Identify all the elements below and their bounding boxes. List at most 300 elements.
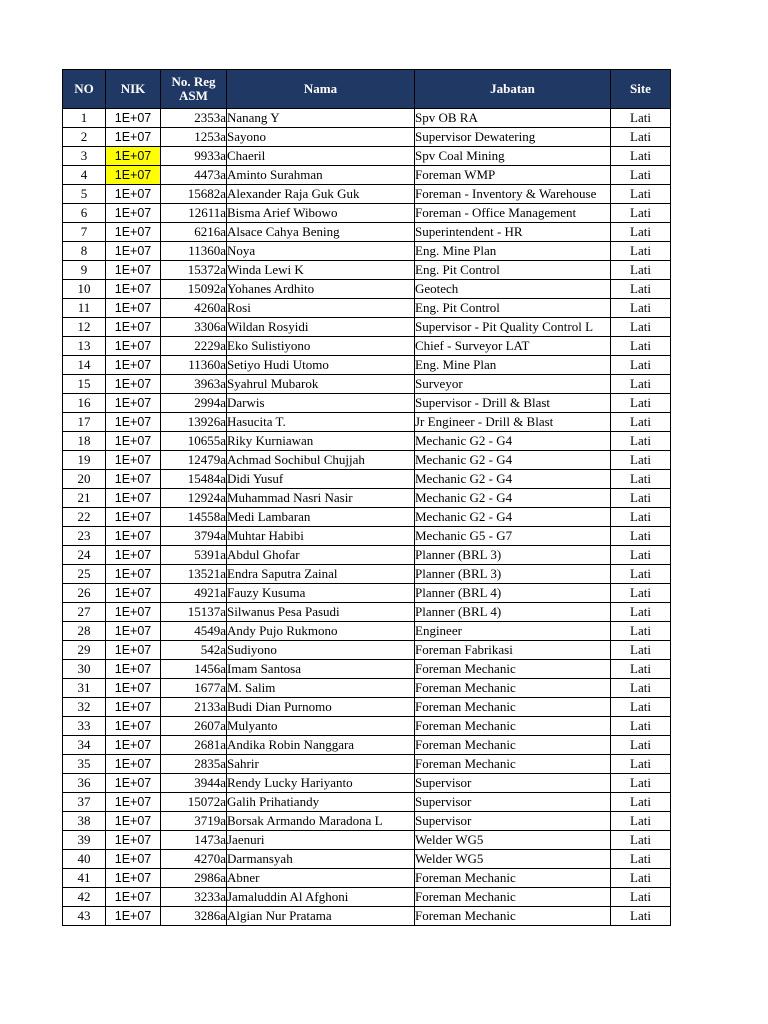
table-row [63,888,671,907]
cell-jabatan[interactable]: Supervisor [415,793,611,812]
cell-reg[interactable]: 3233a [161,888,227,907]
cell-no[interactable]: 37 [63,793,106,812]
cell-jabatan[interactable]: Welder WG5 [415,850,611,869]
cell-nik[interactable]: 1E+07 [106,641,161,660]
table-row [63,356,671,375]
cell-reg[interactable]: 3286a [161,907,227,926]
cell-jabatan[interactable]: Eng. Mine Plan [415,356,611,375]
cell-no[interactable]: 27 [63,603,106,622]
cell-no[interactable]: 11 [63,299,106,318]
cell-nama[interactable]: Alexander Raja Guk Guk [227,185,415,204]
header-reg-label: No. Reg ASM [171,74,216,103]
cell-nama[interactable]: M. Salim [227,679,415,698]
cell-site[interactable]: Lati [611,736,671,755]
cell-site[interactable]: Lati [611,318,671,337]
cell-jabatan[interactable]: Planner (BRL 4) [415,584,611,603]
cell-nik[interactable]: 1E+07 [106,622,161,641]
cell-site[interactable]: Lati [611,812,671,831]
cell-nik[interactable]: 1E+07 [106,299,161,318]
cell-jabatan[interactable]: Eng. Mine Plan [415,242,611,261]
cell-reg[interactable]: 2229a [161,337,227,356]
cell-no[interactable]: 34 [63,736,106,755]
cell-reg[interactable]: 2986a [161,869,227,888]
cell-nama[interactable]: Sahrir [227,755,415,774]
table-row [63,223,671,242]
cell-jabatan[interactable]: Supervisor [415,812,611,831]
employee-table [62,69,671,926]
cell-nik[interactable]: 1E+07 [106,147,161,166]
cell-reg[interactable]: 2133a [161,698,227,717]
cell-nik[interactable]: 1E+07 [106,793,161,812]
cell-nik[interactable]: 1E+07 [106,375,161,394]
cell-jabatan[interactable]: Geotech [415,280,611,299]
cell-site[interactable]: Lati [611,850,671,869]
table-row [63,185,671,204]
cell-no[interactable]: 13 [63,337,106,356]
cell-no[interactable]: 33 [63,717,106,736]
cell-nik[interactable]: 1E+07 [106,261,161,280]
cell-no[interactable]: 30 [63,660,106,679]
cell-reg[interactable]: 9933a [161,147,227,166]
cell-jabatan[interactable]: Foreman WMP [415,166,611,185]
cell-jabatan[interactable]: Supervisor - Pit Quality Control L [415,318,611,337]
cell-no[interactable]: 14 [63,356,106,375]
cell-site[interactable]: Lati [611,166,671,185]
cell-nik[interactable]: 1E+07 [106,242,161,261]
cell-no[interactable]: 16 [63,394,106,413]
cell-nama[interactable]: Darwis [227,394,415,413]
table-row [63,869,671,888]
cell-site[interactable]: Lati [611,185,671,204]
cell-no[interactable]: 19 [63,451,106,470]
cell-jabatan[interactable]: Spv Coal Mining [415,147,611,166]
table-row [63,603,671,622]
cell-nama[interactable]: Abdul Ghofar [227,546,415,565]
cell-no[interactable]: 38 [63,812,106,831]
cell-jabatan[interactable]: Eng. Pit Control [415,261,611,280]
cell-nama[interactable]: Alsace Cahya Bening [227,223,415,242]
cell-nik[interactable]: 1E+07 [106,204,161,223]
cell-reg[interactable]: 6216a [161,223,227,242]
cell-nik[interactable]: 1E+07 [106,755,161,774]
table-row [63,736,671,755]
cell-jabatan[interactable]: Engineer [415,622,611,641]
cell-jabatan[interactable]: Foreman - Inventory & Warehouse [415,185,611,204]
cell-site[interactable]: Lati [611,755,671,774]
cell-no[interactable]: 20 [63,470,106,489]
cell-nik[interactable]: 1E+07 [106,831,161,850]
cell-nama[interactable]: Fauzy Kusuma [227,584,415,603]
cell-nama[interactable]: Noya [227,242,415,261]
table-row [63,546,671,565]
cell-nik[interactable]: 1E+07 [106,736,161,755]
cell-site[interactable]: Lati [611,432,671,451]
cell-nik[interactable]: 1E+07 [106,698,161,717]
cell-site[interactable]: Lati [611,280,671,299]
cell-no[interactable]: 22 [63,508,106,527]
cell-site[interactable]: Lati [611,204,671,223]
cell-no[interactable]: 25 [63,565,106,584]
cell-site[interactable]: Lati [611,622,671,641]
cell-nik[interactable]: 1E+07 [106,185,161,204]
cell-reg[interactable]: 12924a [161,489,227,508]
cell-nik[interactable]: 1E+07 [106,679,161,698]
table-row [63,565,671,584]
cell-no[interactable]: 42 [63,888,106,907]
cell-nik[interactable]: 1E+07 [106,888,161,907]
cell-nama[interactable]: Imam Santosa [227,660,415,679]
cell-no[interactable]: 2 [63,128,106,147]
cell-jabatan[interactable]: Planner (BRL 4) [415,603,611,622]
cell-site[interactable]: Lati [611,261,671,280]
cell-nik[interactable]: 1E+07 [106,413,161,432]
cell-reg[interactable]: 4260a [161,299,227,318]
cell-nama[interactable]: Sayono [227,128,415,147]
cell-jabatan[interactable]: Foreman Mechanic [415,907,611,926]
table-row [63,774,671,793]
cell-no[interactable]: 15 [63,375,106,394]
cell-jabatan[interactable]: Foreman Mechanic [415,717,611,736]
cell-no[interactable]: 29 [63,641,106,660]
cell-jabatan[interactable]: Jr Engineer - Drill & Blast [415,413,611,432]
header-reg [161,70,227,109]
cell-site[interactable]: Lati [611,508,671,527]
cell-reg[interactable]: 3306a [161,318,227,337]
cell-jabatan[interactable]: Foreman Mechanic [415,888,611,907]
cell-nama[interactable]: Jamaluddin Al Afghoni [227,888,415,907]
cell-nama[interactable]: Aminto Surahman [227,166,415,185]
cell-reg[interactable]: 2835a [161,755,227,774]
table-row [63,318,671,337]
cell-nama[interactable]: Algian Nur Pratama [227,907,415,926]
header-nama: Nama [227,70,415,109]
cell-nik[interactable]: 1E+07 [106,565,161,584]
cell-reg[interactable]: 4921a [161,584,227,603]
header-site: Site [611,70,671,109]
cell-site[interactable]: Lati [611,907,671,926]
cell-site[interactable]: Lati [611,470,671,489]
cell-reg[interactable]: 14558a [161,508,227,527]
cell-jabatan[interactable]: Spv OB RA [415,109,611,128]
table-header [63,70,671,109]
cell-no[interactable]: 23 [63,527,106,546]
cell-no[interactable]: 1 [63,109,106,128]
cell-jabatan[interactable]: Planner (BRL 3) [415,565,611,584]
cell-nik[interactable]: 1E+07 [106,166,161,185]
cell-no[interactable]: 12 [63,318,106,337]
cell-no[interactable]: 26 [63,584,106,603]
cell-site[interactable]: Lati [611,147,671,166]
cell-reg[interactable]: 12479a [161,451,227,470]
cell-nama[interactable]: Muhammad Nasri Nasir [227,489,415,508]
cell-nik[interactable]: 1E+07 [106,527,161,546]
table-row [63,831,671,850]
cell-site[interactable]: Lati [611,793,671,812]
cell-nama[interactable]: Mulyanto [227,717,415,736]
cell-jabatan[interactable]: Welder WG5 [415,831,611,850]
cell-nama[interactable]: Borsak Armando Maradona L [227,812,415,831]
cell-site[interactable]: Lati [611,565,671,584]
cell-nama[interactable]: Hasucita T. [227,413,415,432]
cell-jabatan[interactable]: Foreman Mechanic [415,869,611,888]
table-row [63,280,671,299]
cell-reg[interactable]: 15484a [161,470,227,489]
cell-site[interactable]: Lati [611,413,671,432]
cell-reg[interactable]: 4270a [161,850,227,869]
cell-jabatan[interactable]: Foreman Mechanic [415,755,611,774]
cell-nama[interactable]: Bisma Arief Wibowo [227,204,415,223]
cell-jabatan[interactable]: Mechanic G2 - G4 [415,470,611,489]
cell-site[interactable]: Lati [611,831,671,850]
cell-nik[interactable]: 1E+07 [106,223,161,242]
cell-reg[interactable]: 2353a [161,109,227,128]
cell-site[interactable]: Lati [611,451,671,470]
cell-no[interactable]: 32 [63,698,106,717]
cell-nama[interactable]: Nanang Y [227,109,415,128]
cell-nama[interactable]: Achmad Sochibul Chujjah [227,451,415,470]
cell-nama[interactable]: Darmansyah [227,850,415,869]
cell-nama[interactable]: Medi Lambaran [227,508,415,527]
cell-nik[interactable]: 1E+07 [106,774,161,793]
cell-reg[interactable]: 3719a [161,812,227,831]
cell-nik[interactable]: 1E+07 [106,907,161,926]
cell-jabatan[interactable]: Chief - Surveyor LAT [415,337,611,356]
cell-site[interactable]: Lati [611,603,671,622]
cell-nik[interactable]: 1E+07 [106,318,161,337]
cell-nama[interactable]: Rosi [227,299,415,318]
cell-nama[interactable]: Abner [227,869,415,888]
cell-nik[interactable]: 1E+07 [106,394,161,413]
cell-nik[interactable]: 1E+07 [106,603,161,622]
cell-nik[interactable]: 1E+07 [106,470,161,489]
cell-jabatan[interactable]: Mechanic G2 - G4 [415,432,611,451]
cell-no[interactable]: 7 [63,223,106,242]
cell-nama[interactable]: Budi Dian Purnomo [227,698,415,717]
cell-nama[interactable]: Rendy Lucky Hariyanto [227,774,415,793]
cell-site[interactable]: Lati [611,223,671,242]
cell-nama[interactable]: Andy Pujo Rukmono [227,622,415,641]
cell-no[interactable]: 40 [63,850,106,869]
cell-site[interactable]: Lati [611,698,671,717]
table-row [63,337,671,356]
table-row [63,584,671,603]
cell-site[interactable]: Lati [611,394,671,413]
cell-no[interactable]: 24 [63,546,106,565]
cell-nama[interactable]: Jaenuri [227,831,415,850]
cell-site[interactable]: Lati [611,375,671,394]
cell-nik[interactable]: 1E+07 [106,109,161,128]
cell-nik[interactable]: 1E+07 [106,869,161,888]
cell-nik[interactable]: 1E+07 [106,337,161,356]
cell-jabatan[interactable]: Supervisor [415,774,611,793]
cell-jabatan[interactable]: Foreman Mechanic [415,698,611,717]
cell-no[interactable]: 36 [63,774,106,793]
table-row [63,147,671,166]
cell-jabatan[interactable]: Mechanic G2 - G4 [415,489,611,508]
table-row [63,641,671,660]
cell-site[interactable]: Lati [611,660,671,679]
table-row [63,470,671,489]
cell-reg[interactable]: 1473a [161,831,227,850]
cell-nik[interactable]: 1E+07 [106,451,161,470]
cell-jabatan[interactable]: Foreman Mechanic [415,660,611,679]
cell-reg[interactable]: 15137a [161,603,227,622]
cell-nik[interactable]: 1E+07 [106,717,161,736]
header-row [63,70,671,109]
cell-nama[interactable]: Winda Lewi K [227,261,415,280]
cell-nik[interactable]: 1E+07 [106,356,161,375]
cell-nama[interactable]: Sudiyono [227,641,415,660]
cell-nama[interactable]: Chaeril [227,147,415,166]
cell-site[interactable]: Lati [611,888,671,907]
cell-no[interactable]: 28 [63,622,106,641]
table-row [63,907,671,926]
cell-jabatan[interactable]: Superintendent - HR [415,223,611,242]
table-row [63,451,671,470]
cell-reg[interactable]: 3944a [161,774,227,793]
cell-reg[interactable]: 11360a [161,242,227,261]
cell-no[interactable]: 43 [63,907,106,926]
cell-nik[interactable]: 1E+07 [106,812,161,831]
cell-jabatan[interactable]: Mechanic G2 - G4 [415,508,611,527]
cell-site[interactable]: Lati [611,869,671,888]
cell-reg[interactable]: 15682a [161,185,227,204]
table-row [63,375,671,394]
cell-nik[interactable]: 1E+07 [106,546,161,565]
cell-jabatan[interactable]: Mechanic G5 - G7 [415,527,611,546]
cell-jabatan[interactable]: Foreman Mechanic [415,736,611,755]
cell-reg[interactable]: 15072a [161,793,227,812]
cell-jabatan[interactable]: Supervisor Dewatering [415,128,611,147]
cell-nama[interactable]: Endra Saputra Zainal [227,565,415,584]
cell-nik[interactable]: 1E+07 [106,660,161,679]
cell-nik[interactable]: 1E+07 [106,432,161,451]
cell-jabatan[interactable]: Planner (BRL 3) [415,546,611,565]
table-row [63,622,671,641]
cell-nama[interactable]: Galih Prihatiandy [227,793,415,812]
cell-reg[interactable]: 2607a [161,717,227,736]
cell-reg[interactable]: 542a [161,641,227,660]
cell-reg[interactable]: 1456a [161,660,227,679]
table-row [63,109,671,128]
cell-nama[interactable]: Riky Kurniawan [227,432,415,451]
cell-jabatan[interactable]: Eng. Pit Control [415,299,611,318]
table-row [63,812,671,831]
cell-jabatan[interactable]: Foreman Mechanic [415,679,611,698]
cell-site[interactable]: Lati [611,584,671,603]
cell-site[interactable]: Lati [611,356,671,375]
cell-no[interactable]: 41 [63,869,106,888]
cell-no[interactable]: 35 [63,755,106,774]
cell-reg[interactable]: 1677a [161,679,227,698]
cell-reg[interactable]: 15092a [161,280,227,299]
cell-jabatan[interactable]: Mechanic G2 - G4 [415,451,611,470]
cell-site[interactable]: Lati [611,641,671,660]
cell-nik[interactable]: 1E+07 [106,508,161,527]
cell-jabatan[interactable]: Foreman Fabrikasi [415,641,611,660]
cell-reg[interactable]: 2681a [161,736,227,755]
cell-no[interactable]: 31 [63,679,106,698]
cell-site[interactable]: Lati [611,109,671,128]
table-row [63,128,671,147]
table-row [63,299,671,318]
cell-nama[interactable]: Eko Sulistiyono [227,337,415,356]
cell-nama[interactable]: Didi Yusuf [227,470,415,489]
cell-nama[interactable]: Setiyo Hudi Utomo [227,356,415,375]
cell-nama[interactable]: Wildan Rosyidi [227,318,415,337]
cell-no[interactable]: 6 [63,204,106,223]
cell-nama[interactable]: Silwanus Pesa Pasudi [227,603,415,622]
cell-no[interactable]: 9 [63,261,106,280]
cell-site[interactable]: Lati [611,774,671,793]
table-row [63,413,671,432]
cell-reg[interactable]: 3794a [161,527,227,546]
cell-reg[interactable]: 4473a [161,166,227,185]
cell-site[interactable]: Lati [611,679,671,698]
cell-no[interactable]: 10 [63,280,106,299]
cell-nama[interactable]: Andika Robin Nanggara [227,736,415,755]
cell-nama[interactable]: Muhtar Habibi [227,527,415,546]
cell-nama[interactable]: Yohanes Ardhito [227,280,415,299]
cell-nik[interactable]: 1E+07 [106,850,161,869]
cell-site[interactable]: Lati [611,337,671,356]
cell-reg[interactable]: 13926a [161,413,227,432]
cell-site[interactable]: Lati [611,717,671,736]
cell-site[interactable]: Lati [611,546,671,565]
cell-reg[interactable]: 13521a [161,565,227,584]
table-row [63,850,671,869]
table-row [63,394,671,413]
cell-reg[interactable]: 11360a [161,356,227,375]
cell-jabatan[interactable]: Surveyor [415,375,611,394]
cell-nama[interactable]: Syahrul Mubarok [227,375,415,394]
cell-nik[interactable]: 1E+07 [106,584,161,603]
cell-nik[interactable]: 1E+07 [106,489,161,508]
cell-no[interactable]: 39 [63,831,106,850]
cell-site[interactable]: Lati [611,527,671,546]
cell-no[interactable]: 8 [63,242,106,261]
header-nik: NIK [106,70,161,109]
cell-no[interactable]: 17 [63,413,106,432]
table-row [63,204,671,223]
cell-no[interactable]: 3 [63,147,106,166]
cell-reg[interactable]: 4549a [161,622,227,641]
cell-no[interactable]: 21 [63,489,106,508]
cell-site[interactable]: Lati [611,128,671,147]
cell-no[interactable]: 5 [63,185,106,204]
cell-site[interactable]: Lati [611,489,671,508]
cell-no[interactable]: 18 [63,432,106,451]
cell-reg[interactable]: 1253a [161,128,227,147]
cell-nik[interactable]: 1E+07 [106,128,161,147]
cell-jabatan[interactable]: Foreman - Office Management [415,204,611,223]
header-no: NO [63,70,106,109]
cell-no[interactable]: 4 [63,166,106,185]
cell-site[interactable]: Lati [611,299,671,318]
cell-reg[interactable]: 12611a [161,204,227,223]
cell-nik[interactable]: 1E+07 [106,280,161,299]
cell-reg[interactable]: 10655a [161,432,227,451]
cell-site[interactable]: Lati [611,242,671,261]
cell-reg[interactable]: 15372a [161,261,227,280]
cell-jabatan[interactable]: Supervisor - Drill & Blast [415,394,611,413]
table-row [63,242,671,261]
cell-reg[interactable]: 5391a [161,546,227,565]
table-row [63,261,671,280]
cell-reg[interactable]: 3963a [161,375,227,394]
table-row [63,660,671,679]
cell-reg[interactable]: 2994a [161,394,227,413]
